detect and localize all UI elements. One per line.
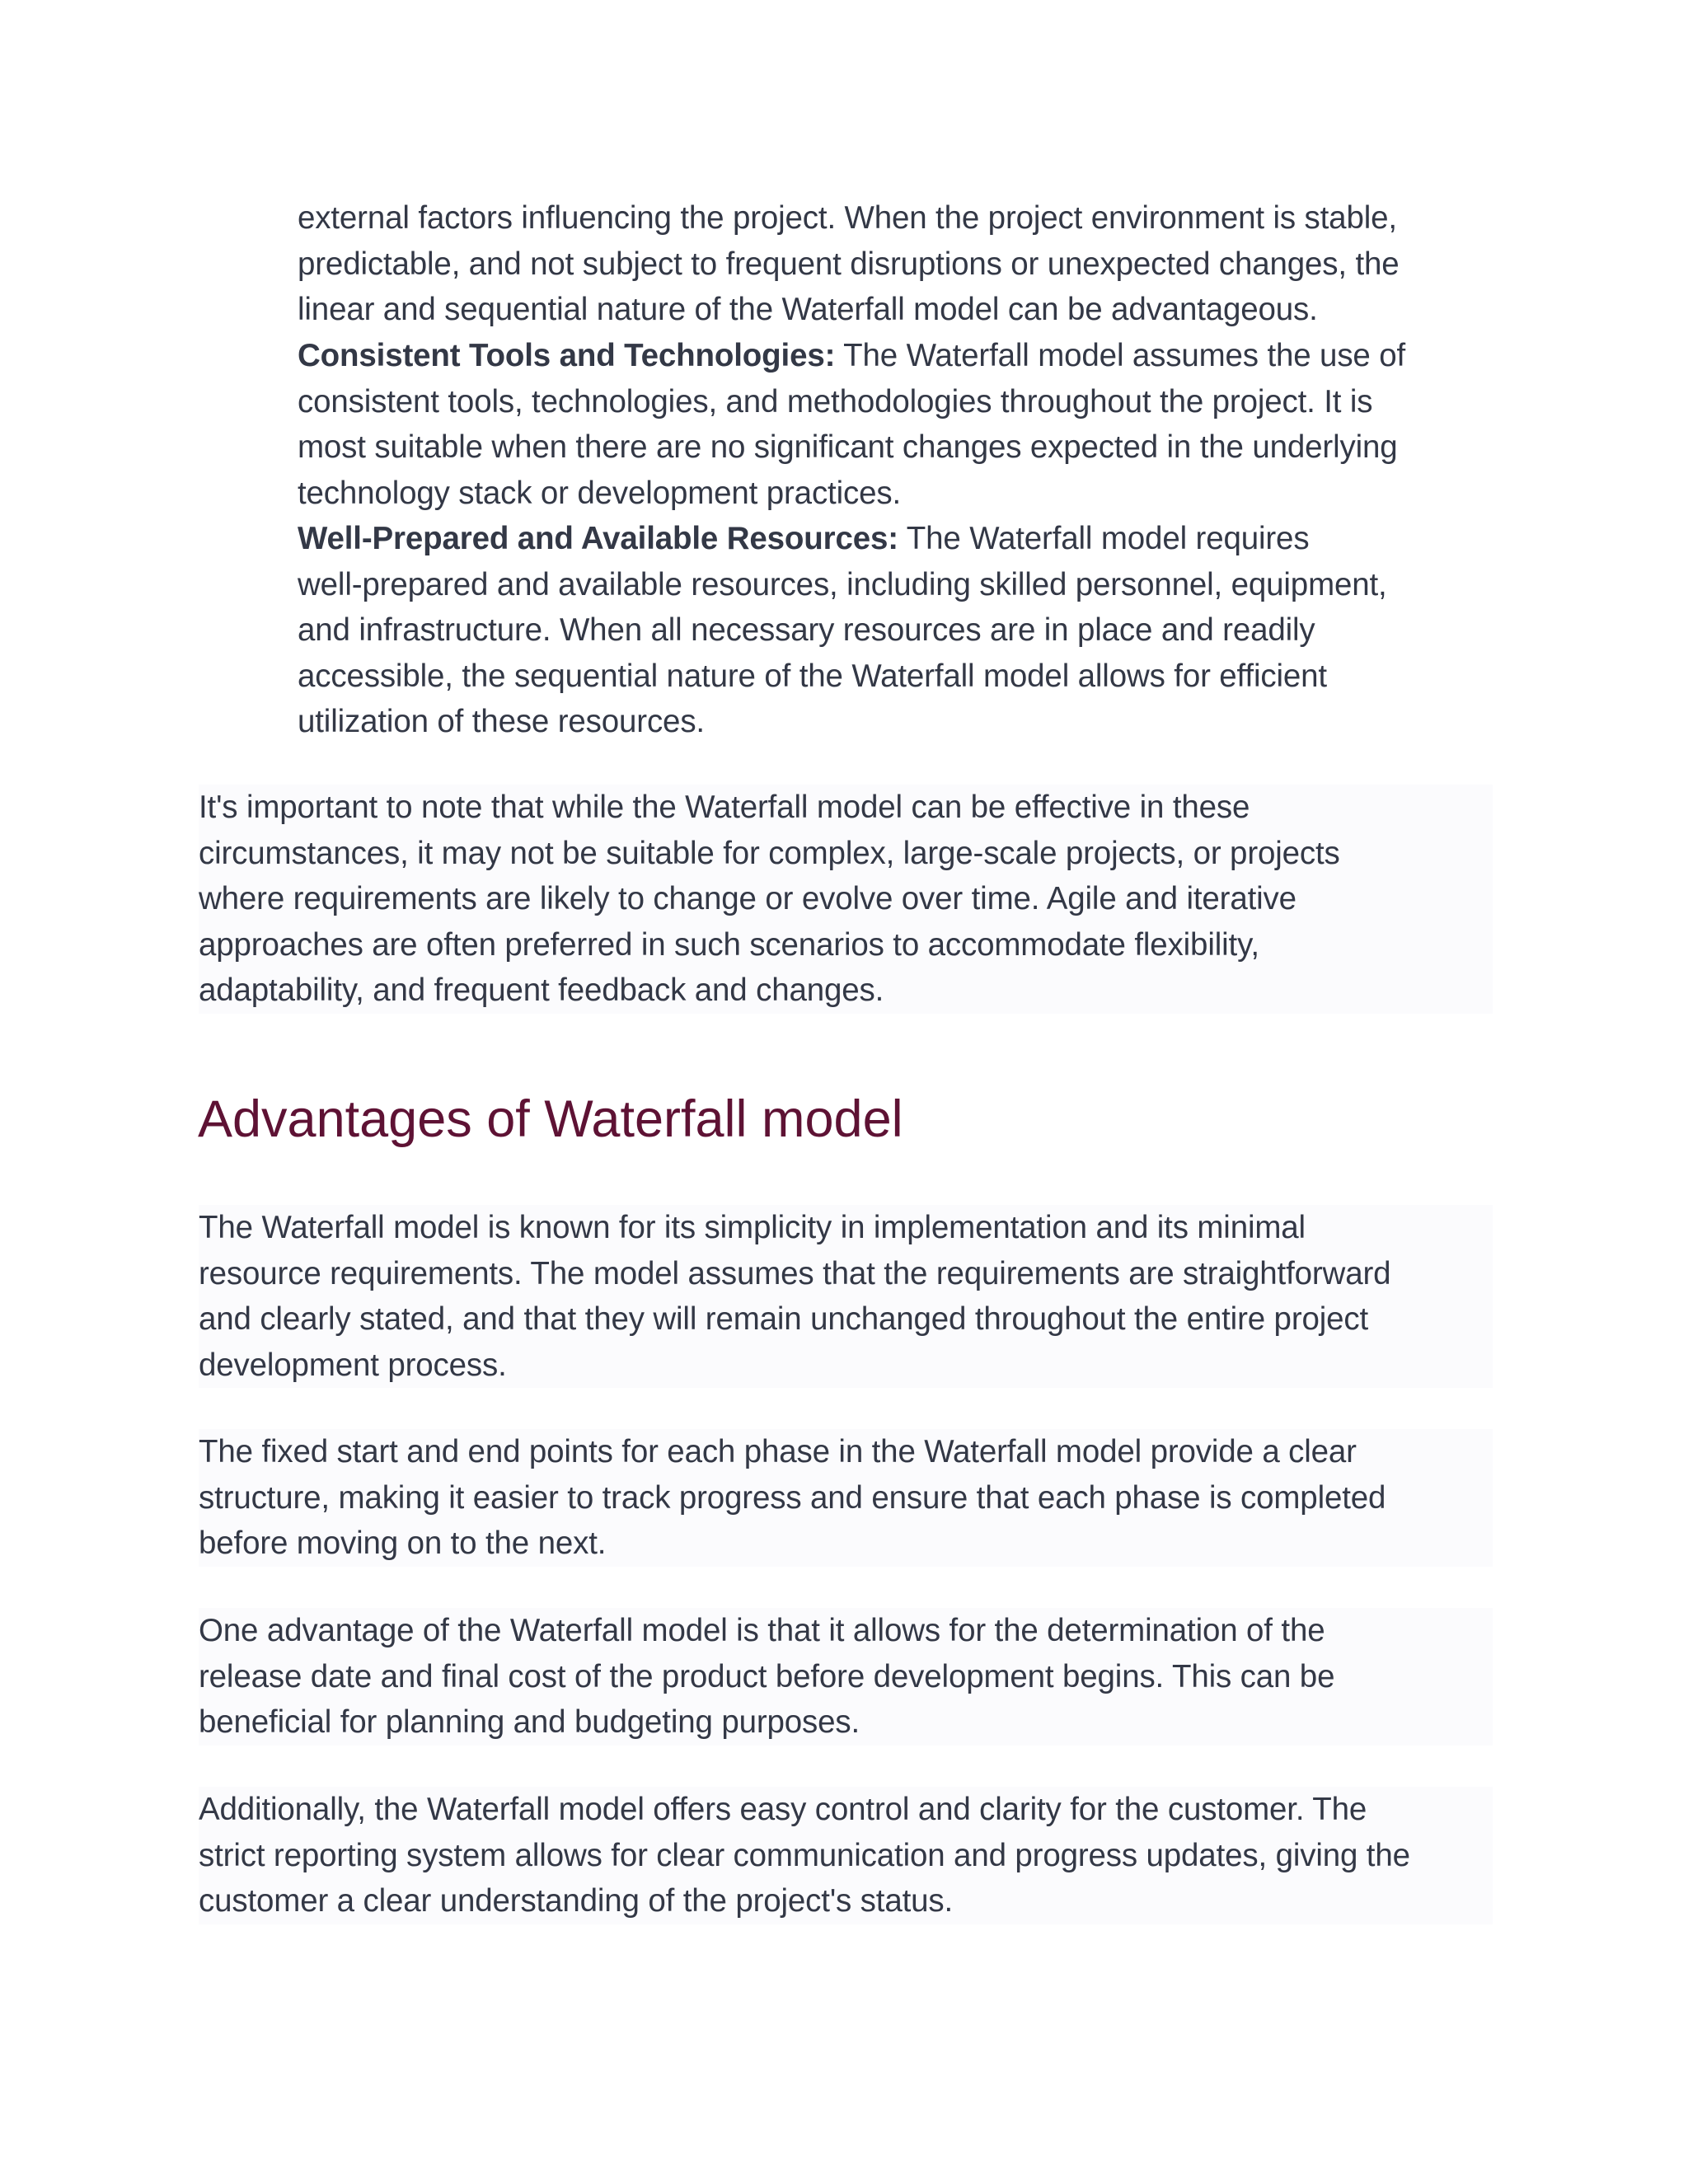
text-line: consistent tools, technologies, and methodologies throughout the project. It is: [298, 383, 1373, 419]
text-line: well-prepared and available resources, including skilled personnel, equipment,: [298, 566, 1387, 602]
text-line: technology stack or development practices.: [298, 475, 902, 511]
text-line: external factors influencing the project. When the project environment is stable,: [298, 200, 1397, 236]
text-line: circumstances, it may not be suitable for complex, large-scale projects, or projects: [199, 835, 1340, 871]
text-line: The fixed start and end points for each phase in the Waterfall model provide a clear: [199, 1434, 1357, 1469]
list-item-resources: [298, 516, 1476, 745]
list-item-text: The Waterfall model assumes the use of: [835, 338, 1406, 373]
text-line: [298, 333, 1476, 379]
note-paragraph: [199, 785, 1493, 1014]
section-heading: Advantages of Waterfall model: [198, 1090, 903, 1148]
text-line: It's important to note that while the Waterfall model can be effective in these: [199, 790, 1250, 825]
text-line: approaches are often preferred in such scenarios to accommodate flexibility,: [199, 926, 1259, 963]
list-item-label: Well-Prepared and Available Resources:: [298, 521, 898, 556]
text-line: structure, making it easier to track progress and ensure that each phase is completed: [199, 1479, 1386, 1516]
list-item-text: The Waterfall model requires: [898, 521, 1310, 556]
list-item-consistent-tools: [298, 333, 1476, 516]
text-line: release date and final cost of the product before development begins. This can be: [199, 1658, 1335, 1694]
text-line: and infrastructure. When all necessary resources are in place and readily: [298, 612, 1315, 649]
text-line: accessible, the sequential nature of the Waterfall model allows for efficient: [298, 658, 1327, 694]
text-line: before moving on to the next.: [199, 1526, 607, 1562]
text-line: Additionally, the Waterfall model offers easy control and clarity for the customer. The: [199, 1792, 1367, 1827]
text-line: beneficial for planning and budgeting purposes.: [199, 1704, 860, 1741]
text-line: The Waterfall model is known for its simplicity in implementation and its minimal: [199, 1210, 1306, 1245]
advantage-paragraph-control: [199, 1787, 1493, 1924]
text-line: and clearly stated, and that they will remain unchanged throughout the entire project: [199, 1301, 1369, 1338]
list-item-label: Consistent Tools and Technologies:: [298, 338, 836, 373]
text-line: predictable, and not subject to frequent disruptions or unexpected changes, the: [298, 246, 1400, 282]
text-line: One advantage of the Waterfall model is that it allows for the determination of the: [199, 1613, 1325, 1648]
text-line: linear and sequential nature of the Waterfall model can be advantageous.: [298, 292, 1318, 328]
advantage-paragraph-simplicity: [199, 1205, 1493, 1388]
text-line: adaptability, and frequent feedback and changes.: [199, 972, 884, 1009]
advantage-paragraph-structure: [199, 1429, 1493, 1567]
text-line: resource requirements. The model assumes that the requirements are straightforward: [199, 1255, 1391, 1291]
text-line: development process.: [199, 1347, 507, 1383]
text-line: customer a clear understanding of the project's status.: [199, 1883, 954, 1919]
text-line: where requirements are likely to change or evolve over time. Agile and iterative: [199, 881, 1296, 917]
list-item-continuation: [298, 195, 1476, 333]
text-line: utilization of these resources.: [298, 704, 705, 740]
advantage-paragraph-release-date: [199, 1608, 1493, 1746]
text-line: most suitable when there are no significant changes expected in the underlying: [298, 429, 1398, 466]
text-line: [298, 516, 1476, 562]
text-line: strict reporting system allows for clear communication and progress updates, giving the: [199, 1837, 1410, 1873]
